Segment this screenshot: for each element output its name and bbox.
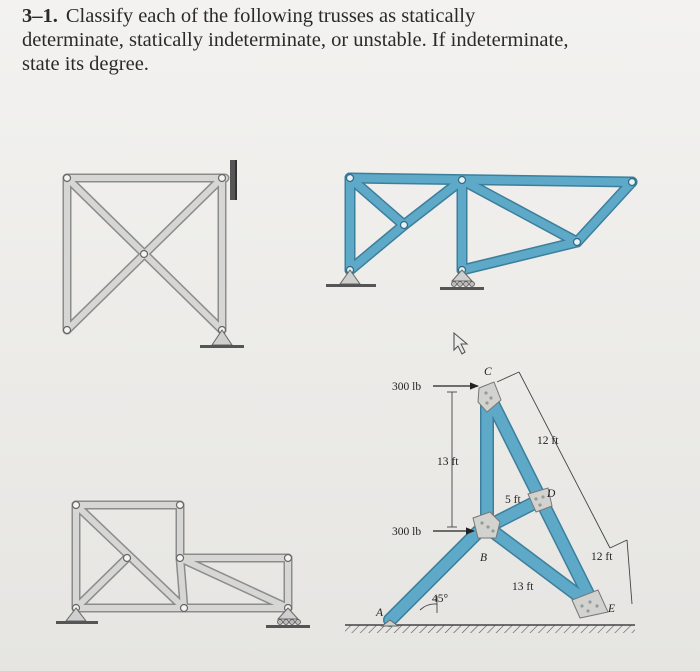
joint-label-a: A [376, 607, 384, 619]
problem-number: 3–1. [22, 5, 58, 27]
joint-label-c: C [484, 366, 492, 378]
dim-label-5ft: 5 ft [505, 494, 521, 506]
truss-a [64, 160, 245, 348]
truss-c [56, 502, 310, 629]
dim-line-12ft-right [610, 540, 627, 548]
dim-label-13ft-lower: 13 ft [512, 581, 534, 593]
dim-line-12ft-upper [519, 372, 610, 548]
load-label-top: 300 lb [392, 381, 422, 393]
pin-support [340, 270, 360, 284]
joint-label-b: B [480, 552, 488, 564]
truss-d [345, 366, 635, 633]
truss-b [326, 175, 636, 291]
wall-support [230, 160, 235, 200]
joint-label-e: E [608, 603, 616, 615]
dim-label-12ft-right: 12 ft [591, 551, 613, 563]
angle-label: 45° [432, 593, 449, 605]
problem-prompt: Classify each of the following trusses as statically determinate, statically indeterminate, or unstable. If indeterminate, state its degree. [22, 5, 569, 75]
joint-label-d: D [547, 488, 556, 500]
dim-label-13ft-vertical: 13 ft [437, 456, 459, 468]
cursor-arrow-icon [454, 333, 467, 354]
dim-label-12ft-upper: 12 ft [537, 435, 559, 447]
pin-support [212, 330, 232, 345]
load-label-mid: 300 lb [392, 526, 422, 538]
